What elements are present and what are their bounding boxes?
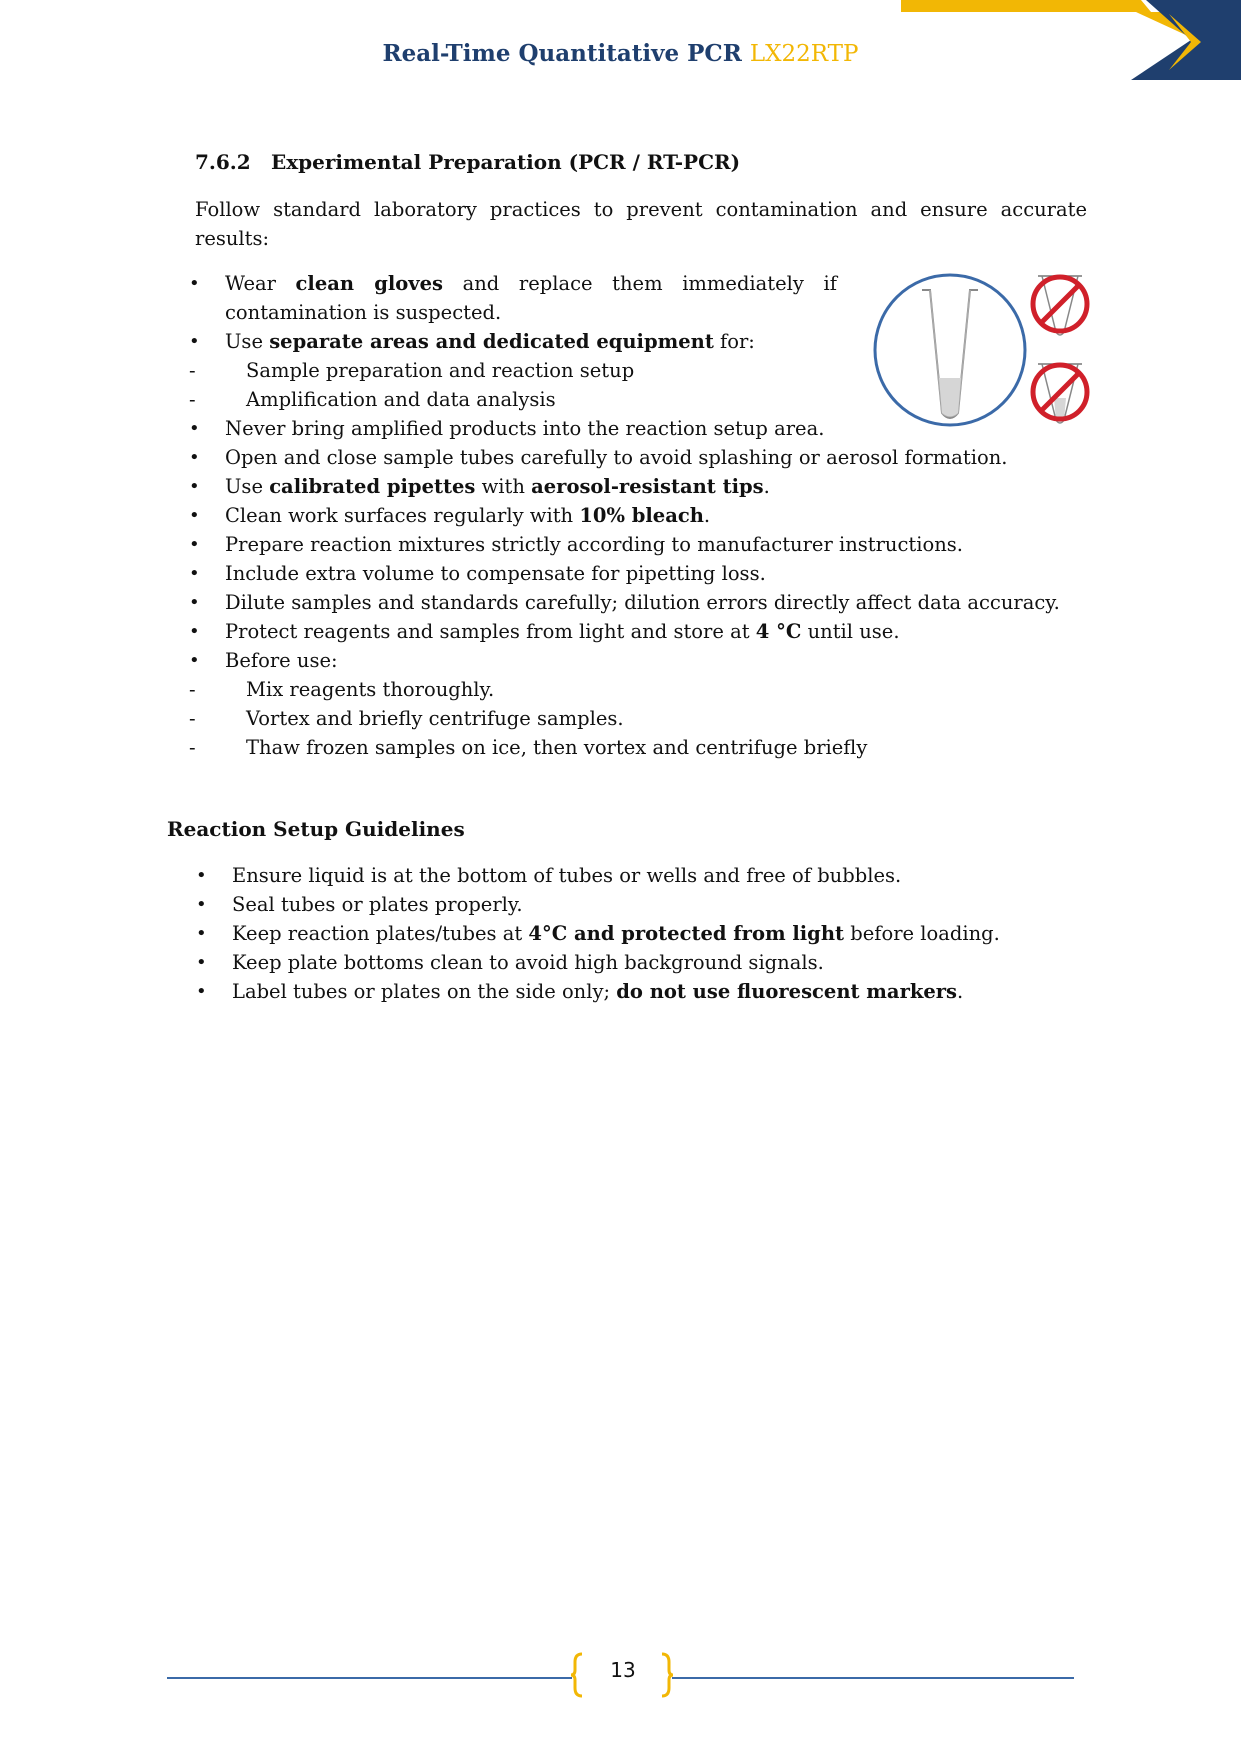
- reaction-setup-list: [232, 861, 1092, 1006]
- model-code: LX22RTP: [749, 41, 859, 67]
- footer-line-right: [672, 1677, 1074, 1679]
- item-text: with: [475, 475, 532, 498]
- preparation-list: [225, 269, 1087, 762]
- item-text: and replace them immediately if contamination is suspected.: [225, 272, 837, 324]
- list-item: [225, 646, 1087, 675]
- sub-list-item: [246, 704, 1087, 733]
- list-item: [225, 530, 1087, 559]
- item-text: Before use:: [225, 649, 338, 672]
- list-item: [232, 890, 1092, 919]
- item-text: .: [763, 475, 770, 498]
- section-heading: [195, 150, 740, 174]
- page-number: 13: [610, 1658, 636, 1682]
- item-text: Seal tubes or plates properly.: [232, 893, 523, 916]
- item-text: Keep reaction plates/tubes at: [232, 922, 529, 945]
- item-text: Never bring amplified products into the reaction setup area.: [225, 417, 825, 440]
- item-text: Dilute samples and standards carefully; dilution errors directly affect data accuracy.: [225, 591, 1060, 614]
- list-item: [225, 414, 837, 443]
- emphasis-text: 4°C and protected from light: [528, 922, 845, 945]
- header-title: [0, 40, 1241, 67]
- item-text: Wear: [225, 272, 296, 295]
- sub-list-item: [246, 733, 1087, 762]
- emphasis-text: clean gloves: [295, 272, 444, 295]
- list-item: [225, 617, 1087, 646]
- list-item: [232, 948, 1092, 977]
- emphasis-text: 4 °C: [755, 620, 802, 643]
- item-text: Ensure liquid is at the bottom of tubes or wells and free of bubbles.: [232, 864, 902, 887]
- item-text: .: [957, 980, 964, 1003]
- sub-list-item: [246, 675, 1087, 704]
- list-item: [232, 919, 1092, 948]
- item-text: Open and close sample tubes carefully to avoid splashing or aerosol formation.: [225, 446, 1008, 469]
- emphasis-text: calibrated pipettes: [269, 475, 476, 498]
- list-item: [225, 472, 1087, 501]
- item-text: Clean work surfaces regularly with: [225, 504, 580, 527]
- item-text: before loading.: [844, 922, 1000, 945]
- list-item: [225, 327, 837, 356]
- list-item: [232, 861, 1092, 890]
- section-title: Experimental Preparation (PCR / RT-PCR): [271, 150, 741, 174]
- item-text: Keep plate bottoms clean to avoid high background signals.: [232, 951, 824, 974]
- list-item: [225, 501, 1087, 530]
- item-text: Include extra volume to compensate for pipetting loss.: [225, 562, 766, 585]
- item-text: Vortex and briefly centrifuge samples.: [246, 707, 624, 730]
- subsection-heading: Reaction Setup Guidelines: [167, 817, 465, 841]
- item-text: Use: [225, 475, 270, 498]
- sub-list-item: [246, 356, 858, 385]
- list-item: [232, 977, 1092, 1006]
- intro-paragraph: Follow standard laboratory practices to prevent contamination and ensure accurate results:: [195, 198, 1087, 250]
- item-text: for:: [713, 330, 755, 353]
- item-text: Sample preparation and reaction setup: [246, 359, 635, 382]
- item-text: Use: [225, 330, 270, 353]
- sub-list-item: [246, 385, 858, 414]
- emphasis-text: 10% bleach: [579, 504, 704, 527]
- item-text: Mix reagents thoroughly.: [246, 678, 495, 701]
- item-text: Protect reagents and samples from light and store at: [225, 620, 756, 643]
- item-text: Thaw frozen samples on ice, then vortex and centrifuge briefly: [246, 736, 868, 759]
- item-text: Label tubes or plates on the side only;: [232, 980, 617, 1003]
- list-item: [225, 559, 1087, 588]
- emphasis-text: do not use fluorescent markers: [616, 980, 958, 1003]
- list-item: [225, 443, 1087, 472]
- item-text: Prepare reaction mixtures strictly according to manufacturer instructions.: [225, 533, 963, 556]
- section-number: 7.6.2: [195, 150, 251, 174]
- right-bracket-icon: [660, 1652, 674, 1698]
- footer-line-left: [167, 1677, 572, 1679]
- list-item: [225, 588, 1087, 617]
- document-title: Real-Time Quantitative PCR: [382, 40, 742, 67]
- list-item: [225, 269, 837, 327]
- emphasis-text: separate areas and dedicated equipment: [269, 330, 714, 353]
- emphasis-text: aerosol-resistant tips: [531, 475, 764, 498]
- item-text: until use.: [801, 620, 900, 643]
- item-text: .: [703, 504, 711, 527]
- item-text: Amplification and data analysis: [246, 388, 556, 411]
- left-bracket-icon: [570, 1652, 584, 1698]
